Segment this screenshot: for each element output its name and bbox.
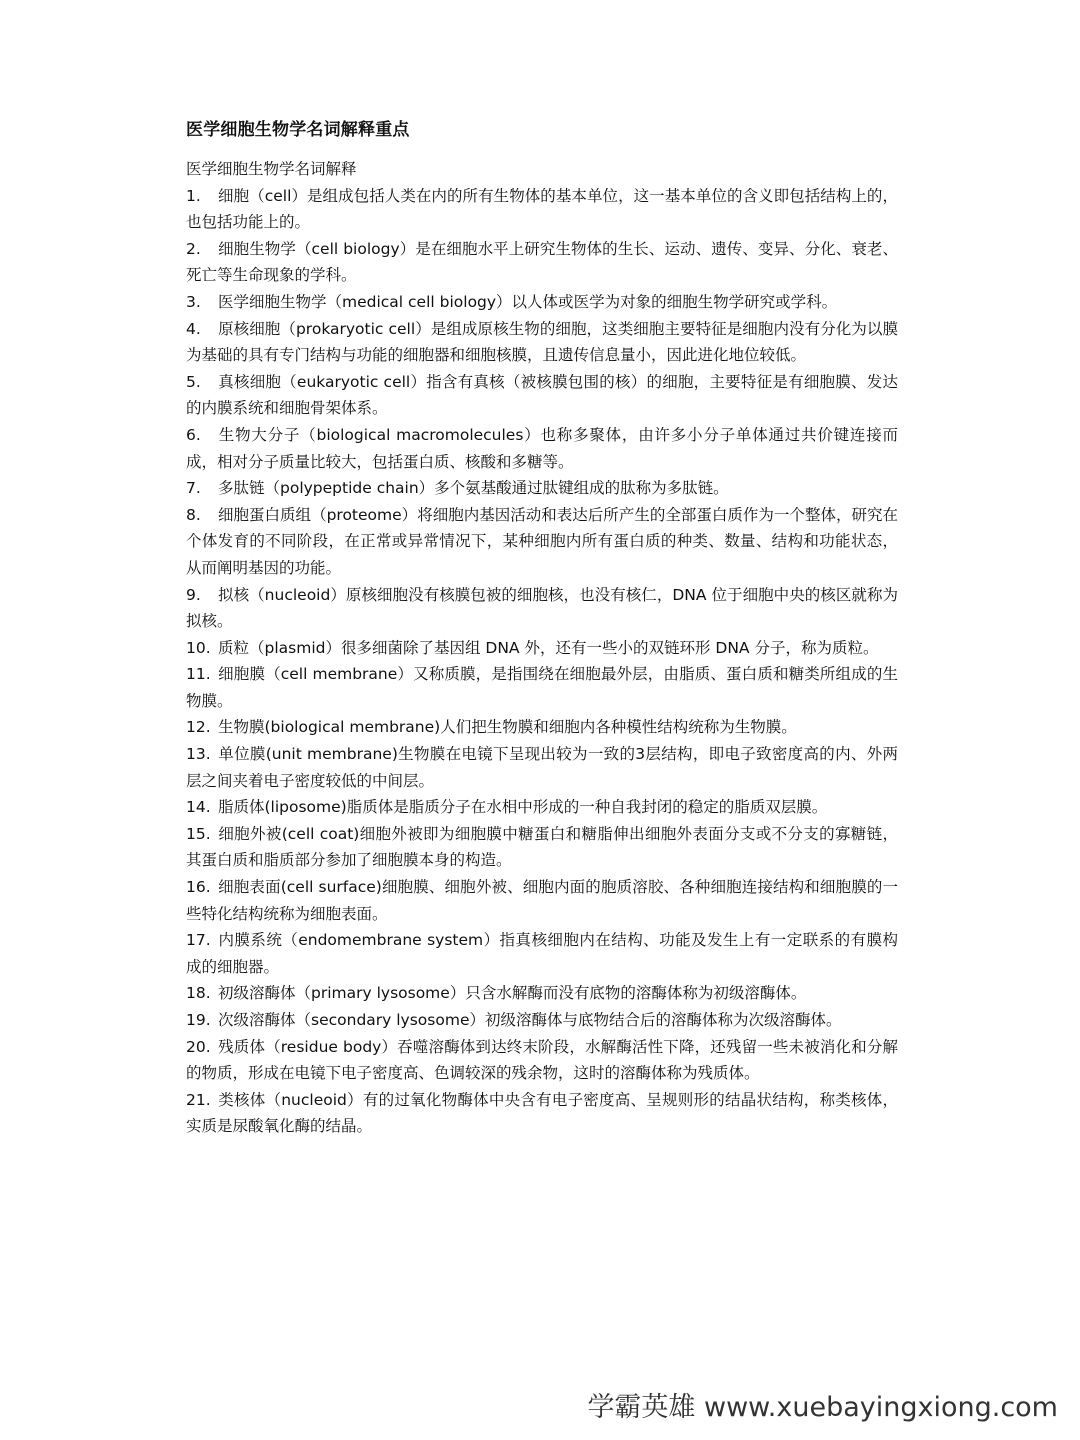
term-definition: 质粒（plasmid）很多细菌除了基因组 DNA 外，还有一些小的双链环形 DNA 分子，称为质粒。	[218, 638, 879, 657]
term-definition: 细胞蛋白质组（proteome）将细胞内基因活动和表达后所产生的全部蛋白质作为一个整体，研究在个体发育的不同阶段，在正常或异常情况下，某种细胞内所有蛋白质的种类、数量、结构和功能状态，从而阐明基因的功能。	[186, 505, 898, 577]
term-definition: 多肽链（polypeptide chain）多个氨基酸通过肽键组成的肽称为多肽链。	[218, 479, 729, 498]
term-number: 16.	[186, 878, 211, 897]
term-entry	[186, 980, 898, 1007]
term-entry	[186, 316, 898, 369]
term-entry	[186, 874, 898, 927]
term-entry	[186, 741, 898, 794]
term-definition: 拟核（nucleoid）原核细胞没有核膜包被的细胞核，也没有核仁，DNA 位于细胞中央的核区就称为拟核。	[186, 585, 898, 631]
term-number: 8.	[186, 505, 201, 524]
term-entry	[186, 794, 898, 821]
term-entry	[186, 1007, 898, 1034]
term-definition: 细胞表面(cell surface)细胞膜、细胞外被、细胞内面的胞质溶胶、各种细胞连接结构和细胞膜的一些特化结构统称为细胞表面。	[186, 878, 898, 923]
site-watermark: 学霸英雄 www.xuebayingxiong.com	[587, 1392, 1058, 1423]
term-entry	[186, 661, 898, 714]
term-definition: 类核体（nucleoid）有的过氧化物酶体中央含有电子密度高、呈规则形的结晶状结构，称类核体，实质是尿酸氧化酶的结晶。	[186, 1090, 898, 1136]
term-number: 10.	[186, 638, 211, 657]
term-number: 3.	[186, 292, 201, 311]
term-entry	[186, 1087, 898, 1140]
term-number: 1.	[186, 186, 201, 205]
term-entry	[186, 369, 898, 422]
term-entry	[186, 502, 898, 582]
term-definition: 细胞（cell）是组成包括人类在内的所有生物体的基本单位，这一基本单位的含义即包括结构上的，也包括功能上的。	[186, 186, 898, 232]
term-definition: 次级溶酶体（secondary lysosome）初级溶酶体与底物结合后的溶酶体称为次级溶酶体。	[218, 1011, 842, 1029]
term-number: 4.	[186, 319, 201, 338]
term-entry	[186, 289, 898, 316]
term-entry	[186, 183, 898, 236]
term-number: 12.	[186, 718, 211, 737]
term-definition: 初级溶酶体（primary lysosome）只含水解酶而没有底物的溶酶体称为初级溶酶体。	[218, 984, 807, 1003]
term-definition: 真核细胞（eukaryotic cell）指含有真核（被核膜包围的核）的细胞，主要特征是有细胞膜、发达的内膜系统和细胞骨架体系。	[186, 372, 898, 418]
term-definition: 内膜系统（endomembrane system）指真核细胞内在结构、功能及发生上有一定联系的有膜构成的细胞器。	[186, 931, 898, 976]
term-number: 9.	[186, 585, 201, 604]
term-definition: 医学细胞生物学（medical cell biology）以人体或医学为对象的细胞生物学研究或学科。	[218, 292, 838, 311]
term-number: 18.	[186, 984, 211, 1003]
term-number: 20.	[186, 1037, 211, 1056]
term-number: 14.	[186, 798, 211, 817]
term-number: 6.	[186, 425, 201, 444]
term-definition: 原核细胞（prokaryotic cell）是组成原核生物的细胞，这类细胞主要特征是细胞内没有分化为以膜为基础的具有专门结构与功能的细胞器和细胞核膜，且遗传信息量小，因此进化地位较低。	[186, 319, 898, 365]
term-list	[186, 183, 898, 1140]
term-entry	[186, 635, 898, 662]
term-entry	[186, 927, 898, 980]
term-number: 11.	[186, 665, 211, 684]
term-entry	[186, 714, 898, 741]
term-number: 15.	[186, 824, 211, 843]
term-entry	[186, 422, 898, 475]
term-entry	[186, 582, 898, 635]
term-entry	[186, 1034, 898, 1087]
term-definition: 生物膜(biological membrane)人们把生物膜和细胞内各种模性结构统称为生物膜。	[218, 718, 797, 737]
term-definition: 生物大分子（biological macromolecules）也称多聚体，由许多小分子单体通过共价键连接而成，相对分子质量比较大，包括蛋白质、核酸和多糖等。	[186, 425, 898, 471]
term-definition: 单位膜(unit membrane)生物膜在电镜下呈现出较为一致的3层结构，即电子致密度高的内、外两层之间夹着电子密度较低的中间层。	[186, 745, 898, 790]
term-definition: 细胞膜（cell membrane）又称质膜，是指围绕在细胞最外层，由脂质、蛋白质和糖类所组成的生物膜。	[186, 665, 898, 710]
term-number: 19.	[186, 1011, 211, 1029]
term-entry	[186, 821, 898, 874]
document-subtitle: 医学细胞生物学名词解释	[186, 160, 357, 178]
term-definition: 残质体（residue body）吞噬溶酶体到达终末阶段，水解酶活性下降，还残留一些未被消化和分解的物质，形成在电镜下电子密度高、色调较深的残余物，这时的溶酶体称为残质体。	[186, 1037, 898, 1083]
term-definition: 细胞外被(cell coat)细胞外被即为细胞膜中糖蛋白和糖脂伸出细胞外表面分支或不分支的寡糖链，其蛋白质和脂质部分参加了细胞膜本身的构造。	[186, 824, 898, 870]
document-page	[186, 118, 898, 1140]
term-number: 21.	[186, 1090, 211, 1109]
term-entry	[186, 236, 898, 289]
term-number: 5.	[186, 372, 201, 391]
term-entry	[186, 475, 898, 502]
term-number: 7.	[186, 479, 201, 498]
term-definition: 脂质体(liposome)脂质体是脂质分子在水相中形成的一种自我封闭的稳定的脂质双层膜。	[218, 798, 828, 817]
term-number: 2.	[186, 239, 201, 258]
term-definition: 细胞生物学（cell biology）是在细胞水平上研究生物体的生长、运动、遗传、变异、分化、衰老、死亡等生命现象的学科。	[186, 239, 898, 285]
term-number: 17.	[186, 931, 211, 950]
document-title: 医学细胞生物学名词解释重点	[186, 120, 410, 140]
term-number: 13.	[186, 745, 211, 764]
